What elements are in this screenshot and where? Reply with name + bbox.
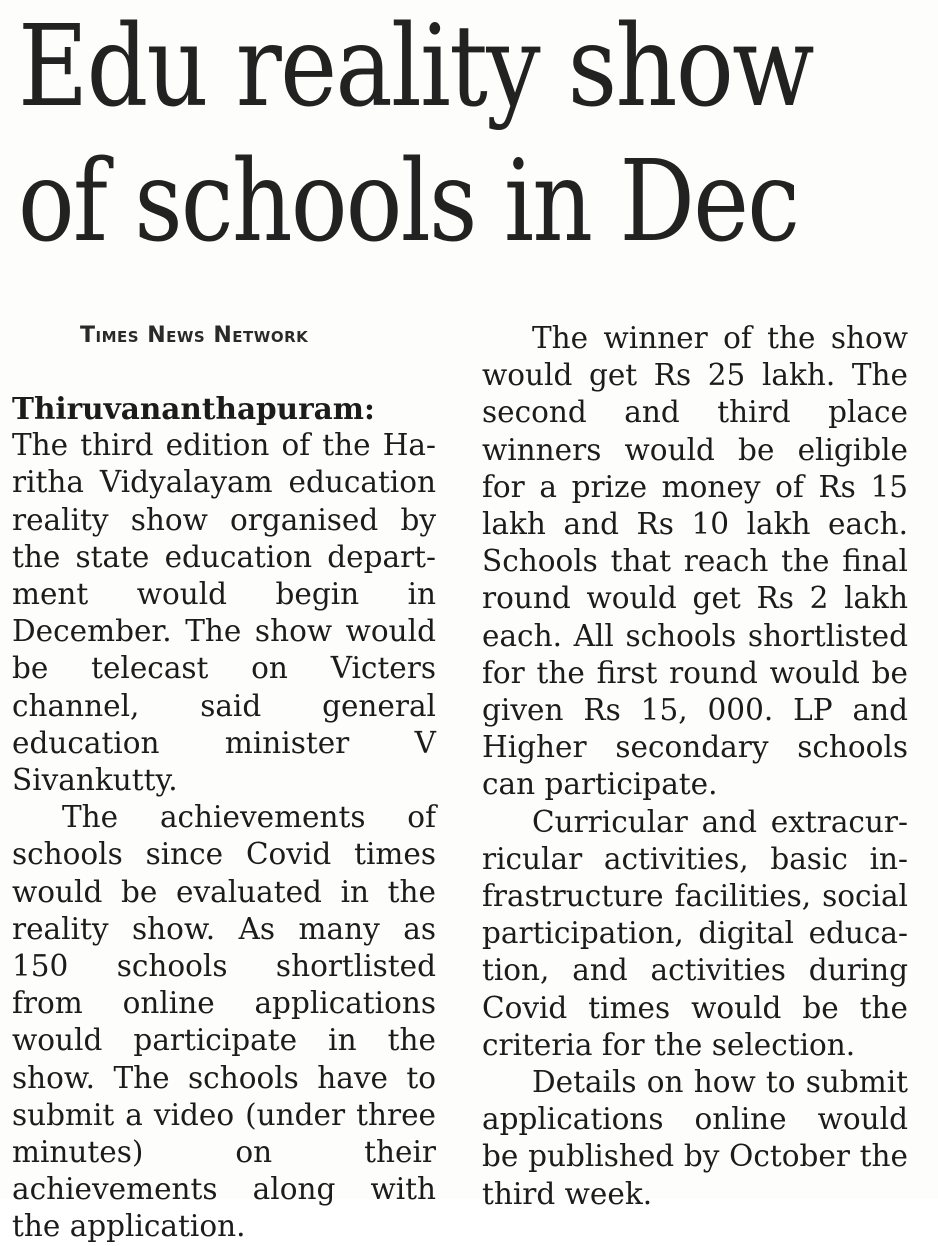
paragraph-3: The winner of the show would get Rs 25 lakh. The second and third place winners would be eligible for a prize money of Rs 15 lakh and Rs 10 lakh each. Schools that reach the final round would get Rs 2 lakh each. All schools shortlisted for the first round would be given Rs 15, 000. LP and Higher secondary schools can participate. <box>482 321 908 802</box>
byline: Times News Network <box>80 323 309 348</box>
paragraph-2: The achievements of schools since Covid times would be evaluated in the reality show. As many as 150 schools shortlisted from online applications would participate in the show. The schools have to submit a video (under three minutes) on their achievements along with the application. <box>12 800 436 1244</box>
article-column-left <box>12 318 436 1246</box>
paragraph-5: Details on how to submit applications online would be published by October the third week. <box>482 1065 908 1211</box>
article-column-right <box>482 320 908 1213</box>
paragraph-1-text: The third edition of the Haritha Vidyalayam education reality show organised by the state education department would begin in December. The show would be telecast on Victers channel, said general education minister V Sivankutty. <box>12 428 436 798</box>
headline-line-1: Edu reality show <box>18 2 813 132</box>
dateline: Thiruvananthapuram: <box>12 391 375 426</box>
headline-line-2: of schools in Dec <box>18 137 799 267</box>
paragraph-1 <box>12 390 436 799</box>
headline <box>18 0 923 270</box>
paragraph-4: Curricular and extracurricular activities, basic infrastructure facilities, social participation, digital education, and activities during Covid times would be the criteria for the selection. <box>482 804 908 1062</box>
